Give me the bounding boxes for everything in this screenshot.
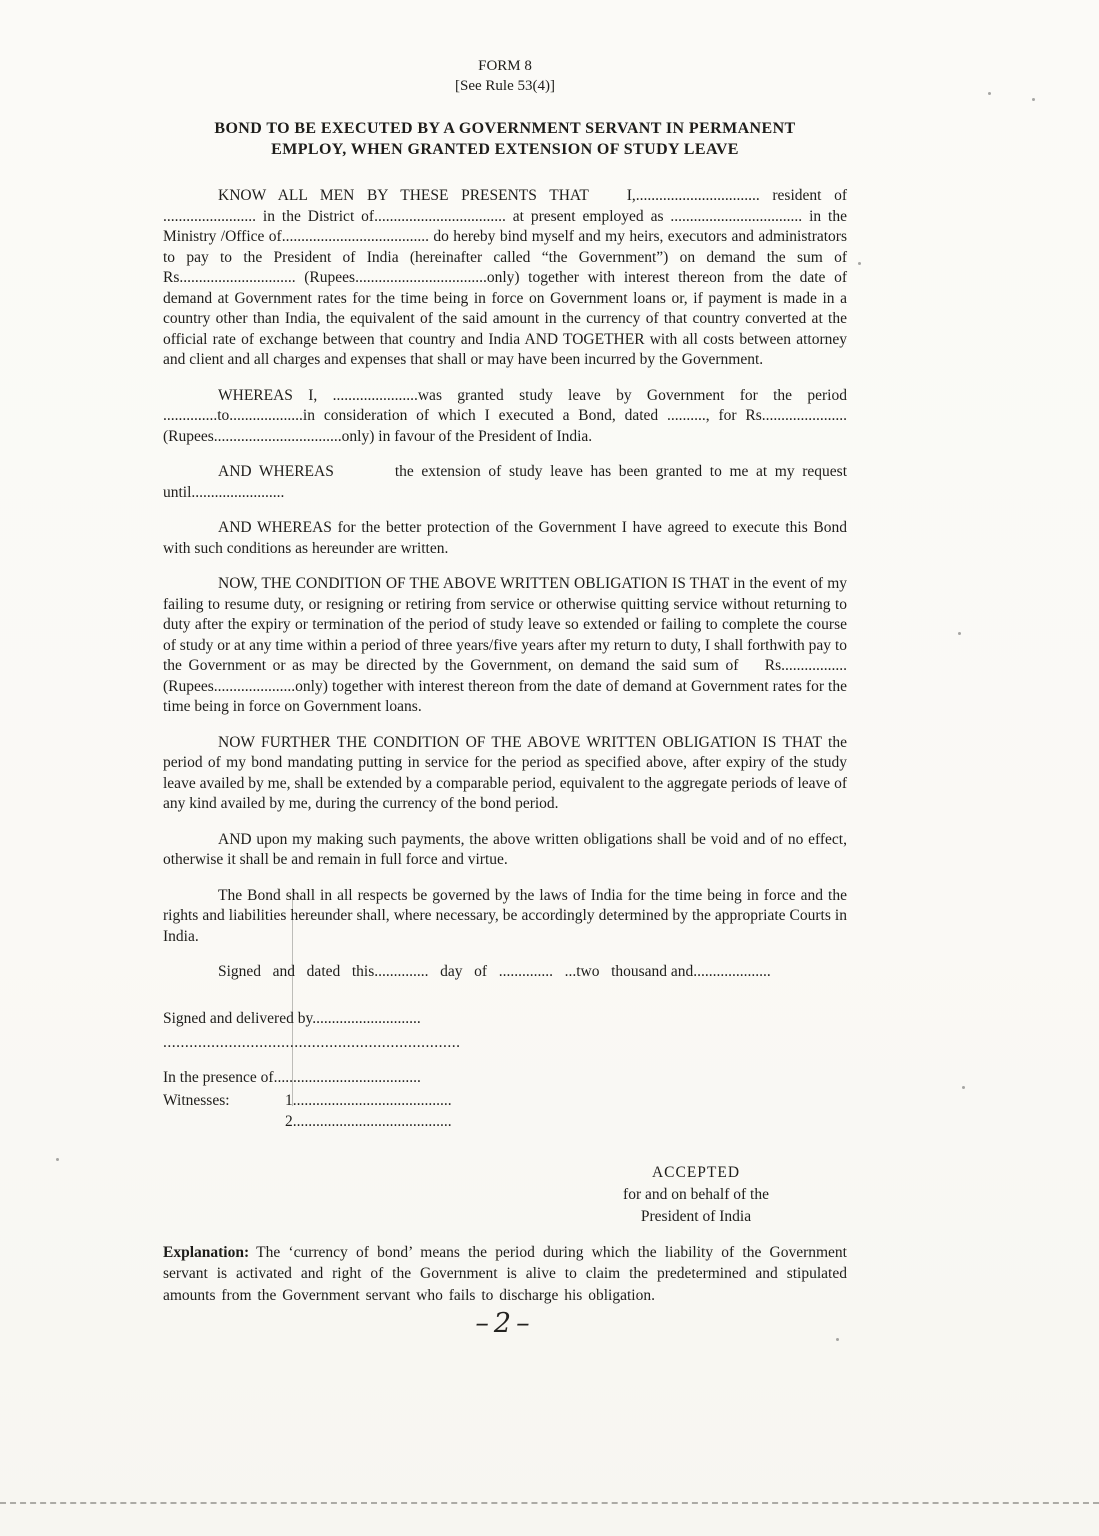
paragraph-condition-obligation: NOW, THE CONDITION OF THE ABOVE WRITTEN OBLIGATION IS THAT in the event of my failing to resume duty, or resigning or retiring from service or otherwise quitting service without returning to duty after the expiry or termination of the period of study leave so extended or failing to complete the course of study or at any time within a period of three years/five years after my return to duty, I shall forthwith pay to the Government or as may be directed by the Government, on demand the said sum of Rs................. (Rupees.....................only) together with interest thereon from the date of demand at Government rates for the time being in force on Government loans. bbox=[163, 575, 847, 715]
document-title-line1: BOND TO BE EXECUTED BY A GOVERNMENT SERVANT IN PERMANENT bbox=[214, 120, 796, 137]
paragraph-whereas-extension: AND WHEREAS the extension of study leave has been granted to me at my request until........................ bbox=[163, 463, 847, 501]
document-title-line2: EMPLOY, WHEN GRANTED EXTENSION OF STUDY LEAVE bbox=[271, 141, 739, 158]
paragraph-governing-law: The Bond shall in all respects be governed by the laws of India for the time being in force and the rights and liabilities hereunder shall, where necessary, be accordingly determined by the appropriate Courts in India. bbox=[163, 886, 847, 945]
bottom-scan-line bbox=[0, 1502, 1099, 1504]
scan-speck bbox=[958, 632, 961, 635]
witness-line-2: 2......................................... bbox=[285, 1113, 452, 1130]
accepted-on-behalf-line: for and on behalf of the bbox=[623, 1186, 769, 1203]
form-number: FORM 8 bbox=[478, 58, 532, 74]
witness-lines bbox=[285, 1090, 452, 1132]
paragraph-payments-void: AND upon my making such payments, the above written obligations shall be void and of no effect, otherwise it shall be and remain in full force and virtue. bbox=[163, 830, 847, 868]
scan-speck bbox=[56, 1158, 59, 1161]
signed-delivered-line: Signed and delivered by............................ bbox=[163, 1009, 421, 1027]
rule-reference: [See Rule 53(4)] bbox=[455, 78, 555, 94]
paragraph-further-condition: NOW FURTHER THE CONDITION OF THE ABOVE WRITTEN OBLIGATION IS THAT the period of my bond mandating putting in service for the period as specified above, after expiry of the study leave availed by me, shall be extended by a comparable period, equivalent to the aggregate periods of leave of any kind availed by me, during the currency of the bond period. bbox=[163, 733, 847, 812]
accepted-block bbox=[571, 1162, 821, 1228]
explanation-label: Explanation: bbox=[163, 1244, 250, 1261]
paragraph-whereas-study-leave: WHEREAS I, ......................was granted study leave by Government for the period ..............to...................in consideration of which I executed a Bond, dated .........., for Rs......................(Rupees.................................only) in favour of the President of India. bbox=[163, 386, 847, 445]
witnesses-block bbox=[163, 1090, 847, 1132]
accepted-heading: ACCEPTED bbox=[651, 1164, 741, 1181]
form-header bbox=[163, 56, 847, 96]
scan-speck bbox=[1032, 98, 1035, 101]
scan-speck bbox=[858, 262, 861, 265]
scan-speck bbox=[988, 92, 991, 95]
paragraph-whereas-protection: AND WHEREAS for the better protection of the Government I have agreed to execute this Bond with such conditions as hereunder are written. bbox=[163, 519, 847, 557]
witnesses-label: Witnesses: bbox=[163, 1092, 230, 1109]
accepted-president-line: President of India bbox=[640, 1208, 752, 1225]
explanation-paragraph bbox=[163, 1242, 847, 1306]
document-title bbox=[163, 118, 847, 160]
scan-speck bbox=[962, 1086, 965, 1089]
scan-crease bbox=[292, 888, 293, 1106]
witness-line-1: 1......................................... bbox=[285, 1092, 452, 1109]
page-number: –2– bbox=[475, 1307, 535, 1339]
explanation-text: The ‘currency of bond’ means the period during which the liability of the Government servant is activated and right of the Government is alive to claim the predetermined and stipulated amounts from the Government servant who fails to discharge his obligation. bbox=[163, 1244, 847, 1304]
dotted-signature-line: .................................................................... bbox=[163, 1034, 461, 1051]
presence-line: In the presence of...................................... bbox=[163, 1068, 421, 1086]
scan-speck bbox=[836, 1338, 839, 1341]
document-content bbox=[163, 56, 847, 1339]
paragraph-signed-dated: Signed and dated this.............. day of .............. ...two thousand and.................... bbox=[218, 963, 771, 980]
paragraph-know-all-men: KNOW ALL MEN BY THESE PRESENTS THAT I,................................ resident of ........................ in the District of.................................. at present employed as .................................. in the Ministry /Office of...................................... do hereby bind myself and my heirs, executors and administrators to pay to the President of India (hereinafter called “the Government”) on demand the sum of Rs.............................. (Rupees..................................only) together with interest thereon from the date of demand at Government rates for the time being in force on Government loans or, if payment is made in a country other than India, the equivalent of the said amount in the currency of that country converted at the official rate of exchange between that country and India AND TOGETHER with all costs between attorney and client and all charges and expenses that shall or may have been incurred by the Government. bbox=[163, 187, 847, 368]
